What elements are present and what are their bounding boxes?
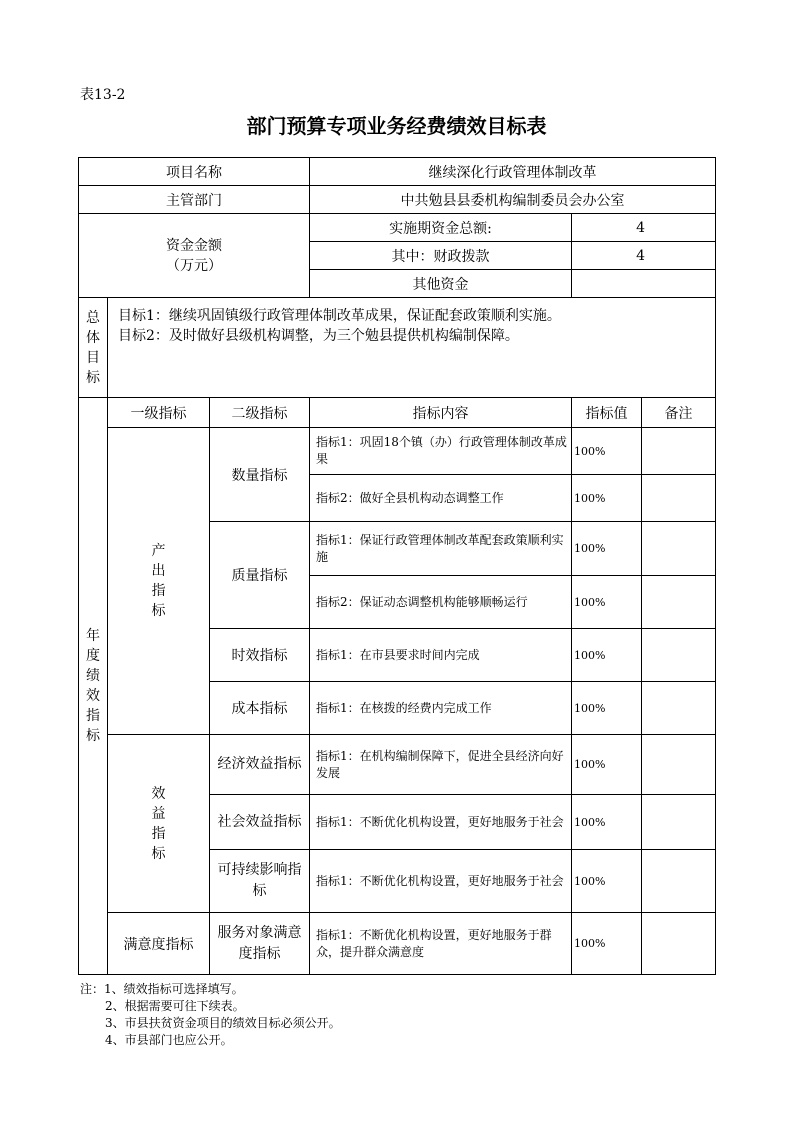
indicator-content: 指标1：不断优化机构设置，更好地服务于社会 [310, 850, 572, 913]
indicator-value: 100% [572, 795, 642, 850]
indicator-content: 指标1：保证行政管理体制改革配套政策顺利实施 [310, 522, 572, 576]
document-title: 部门预算专项业务经费绩效目标表 [246, 114, 547, 138]
dept-value: 中共勉县县委机构编制委员会办公室 [310, 186, 716, 214]
indicator-content: 指标1：巩固18个镇（办）行政管理体制改革成果 [310, 428, 572, 475]
goal-2: 目标2：及时做好县级机构调整，为三个勉县提供机构编制保障。 [118, 328, 519, 344]
indicator-note [642, 682, 716, 735]
indicator-content: 指标2：保证动态调整机构能够顺畅运行 [310, 576, 572, 629]
performance-target-table [78, 157, 716, 975]
indicator-content: 指标1：不断优化机构设置，更好地服务于群众，提升群众满意度 [310, 913, 572, 975]
note-1: 注：1、绩效指标可选择填写。 [80, 982, 244, 996]
header-note: 备注 [642, 398, 716, 428]
overall-goal-label: 总体目标 [79, 298, 108, 398]
level2-sustainable: 可持续影响指标 [210, 850, 310, 913]
other-fund-value [572, 270, 716, 298]
footnotes [80, 981, 341, 1049]
dept-label: 主管部门 [79, 186, 310, 214]
indicator-value: 100% [572, 850, 642, 913]
level2-service-satisfaction: 服务对象满意度指标 [210, 913, 310, 975]
level2-quality: 质量指标 [210, 522, 310, 629]
fiscal-fund-value: 4 [572, 242, 716, 270]
project-name-label: 项目名称 [79, 158, 310, 186]
note-2: 2、根据需要可往下续表。 [105, 999, 245, 1013]
header-level2: 二级指标 [210, 398, 310, 428]
indicator-value: 100% [572, 475, 642, 522]
total-fund-value: 4 [572, 214, 716, 242]
indicator-note [642, 850, 716, 913]
indicator-value: 100% [572, 576, 642, 629]
note-4: 4、市县部门也应公开。 [105, 1033, 233, 1047]
goal-1: 目标1：继续巩固镇级行政管理体制改革成果，保证配套政策顺利实施。 [118, 308, 561, 324]
level2-social: 社会效益指标 [210, 795, 310, 850]
indicator-note [642, 795, 716, 850]
indicator-content: 指标1：在核拨的经费内完成工作 [310, 682, 572, 735]
indicator-note [642, 735, 716, 795]
header-value: 指标值 [572, 398, 642, 428]
indicator-value: 100% [572, 735, 642, 795]
benefit-indicator-label: 效益指标 [108, 735, 210, 913]
indicator-content: 指标1：不断优化机构设置，更好地服务于社会 [310, 795, 572, 850]
table-number: 表13-2 [80, 87, 126, 103]
indicator-value: 100% [572, 629, 642, 682]
level2-timeliness: 时效指标 [210, 629, 310, 682]
level2-economic: 经济效益指标 [210, 735, 310, 795]
fund-label-text: 资金金额 [166, 237, 223, 254]
fund-amount-label [79, 214, 310, 298]
satisfaction-indicator-label: 满意度指标 [108, 913, 210, 975]
other-fund-label: 其他资金 [310, 270, 572, 298]
indicator-note [642, 475, 716, 522]
indicator-value: 100% [572, 522, 642, 576]
level2-quantity: 数量指标 [210, 428, 310, 522]
indicator-note [642, 629, 716, 682]
indicator-content: 指标1：在市县要求时间内完成 [310, 629, 572, 682]
indicator-note [642, 576, 716, 629]
indicator-value: 100% [572, 913, 642, 975]
annual-indicator-label: 年度绩效指标 [79, 398, 108, 975]
indicator-content: 指标1：在机构编制保障下，促进全县经济向好发展 [310, 735, 572, 795]
level2-cost: 成本指标 [210, 682, 310, 735]
fiscal-fund-label: 其中：财政拨款 [310, 242, 572, 270]
header-content: 指标内容 [310, 398, 572, 428]
header-level1: 一级指标 [108, 398, 210, 428]
output-indicator-label: 产出指标 [108, 428, 210, 735]
project-name-value: 继续深化行政管理体制改革 [310, 158, 716, 186]
overall-goal-content [108, 298, 716, 398]
indicator-value: 100% [572, 682, 642, 735]
indicator-note [642, 913, 716, 975]
indicator-value: 100% [572, 428, 642, 475]
indicator-note [642, 428, 716, 475]
indicator-content: 指标2：做好全县机构动态调整工作 [310, 475, 572, 522]
indicator-note [642, 522, 716, 576]
fund-unit-text: （万元） [166, 257, 223, 274]
note-3: 3、市县扶贫资金项目的绩效目标必须公开。 [105, 1016, 341, 1030]
total-fund-label: 实施期资金总额: [310, 214, 572, 242]
